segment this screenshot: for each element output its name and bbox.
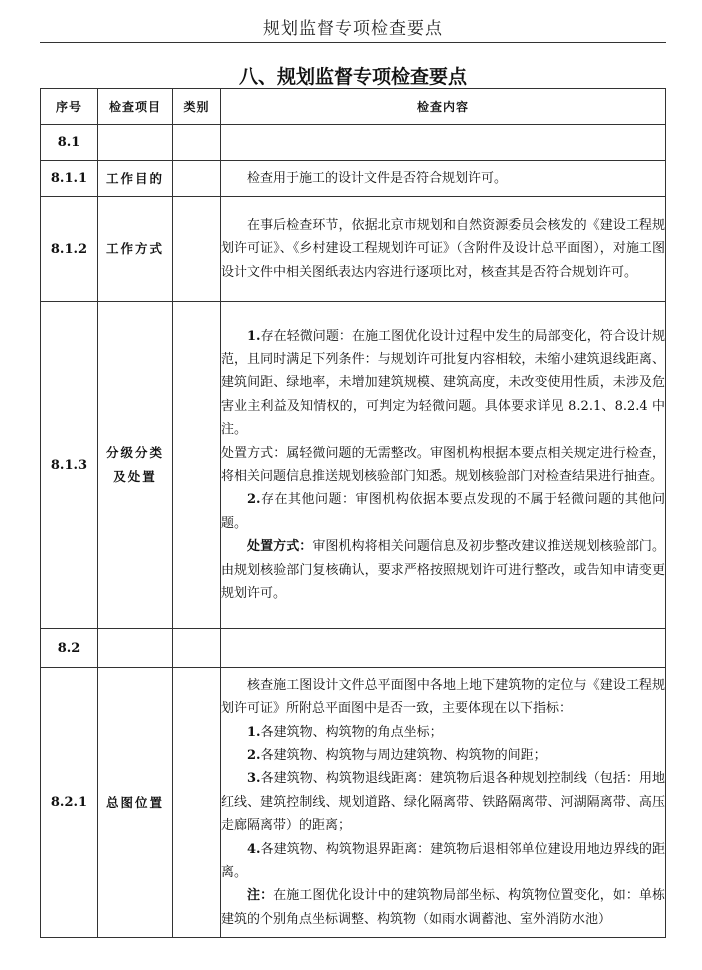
table-row: [41, 668, 666, 938]
table-header-row: [41, 89, 666, 125]
header-rule: [40, 42, 666, 43]
row-content: [221, 161, 666, 197]
column-header-content: 检查内容: [221, 89, 666, 125]
row-item: 总图位置: [98, 668, 173, 938]
content-paragraph: 核查施工图设计文件总平面图中各地上地下建筑物的定位与《建设工程规划许可证》所附总平面图中是否一致，主要体现在以下指标：: [221, 677, 665, 717]
document-title: 八、规划监督专项检查要点: [238, 66, 467, 88]
row-item-line: 及处置: [113, 469, 157, 484]
column-header-item: 检查项目: [98, 89, 173, 125]
running-header: 规划监督专项检查要点: [263, 19, 443, 39]
row-item: 工作方式: [98, 197, 173, 302]
list-text: 各建筑物、构筑物的角点坐标；: [260, 724, 443, 740]
list-text: 各建筑物、构筑物退界距离：建筑物后退相邻单位建设用地边界线的距离。: [221, 841, 665, 881]
row-seq: 8.1.2: [41, 197, 98, 302]
inspection-table: [40, 88, 666, 938]
list-number: 4.: [247, 841, 261, 857]
row-seq: 8.2.1: [41, 668, 98, 938]
table-row: [41, 302, 666, 629]
list-text: 各建筑物、构筑物退线距离：建筑物后退各种规划控制线（包括：用地红线、建筑控制线、规划道路、绿化隔离带、铁路隔离带、河湖隔离带、高压走廊隔离带）的距离；: [221, 771, 665, 834]
row-category: [173, 125, 221, 161]
row-item: [98, 302, 173, 629]
row-item: [98, 629, 173, 668]
list-number: 3.: [247, 771, 261, 787]
list-number: 2.: [247, 747, 261, 763]
row-item: 工作目的: [98, 161, 173, 197]
column-header-category: 类别: [173, 89, 221, 125]
row-seq: 8.1: [41, 125, 98, 161]
content-paragraph: [221, 535, 665, 605]
content-paragraph: 检查用于施工的设计文件是否符合规划许可。: [247, 170, 508, 186]
row-content: [221, 668, 666, 938]
list-number: 1.: [247, 328, 261, 344]
row-content: [221, 302, 666, 629]
list-number: 1.: [247, 724, 261, 740]
content-paragraph: 处置方式：属轻微问题的无需整改。审图机构根据本要点相关规定进行检查，将相关问题信息推送规划核验部门知悉。规划核验部门对检查结果进行抽查。: [221, 445, 665, 484]
content-paragraph: 在事后检查环节，依据北京市规划和自然资源委员会核发的《建设工程规划许可证》、《乡村建设工程规划许可证》（含附件及设计总平面图），对施工图设计文件中相关图纸表达内容进行逐项比对，核查其是否符合规划许可。: [221, 217, 665, 280]
note-lead: 注：: [247, 888, 274, 904]
content-paragraph: [221, 488, 665, 535]
row-seq: 8.1.1: [41, 161, 98, 197]
paragraph-text: 审图机构将相关问题信息及初步整改建议推送规划核验部门。由规划核验部门复核确认，要求严格按照规划许可进行整改，或告知申请变更规划许可。: [221, 539, 665, 602]
table-row: [41, 161, 666, 197]
row-content: [221, 629, 666, 668]
list-number: 2.: [247, 492, 261, 508]
list-item: [221, 838, 665, 885]
list-item: [221, 767, 665, 837]
row-content: [221, 197, 666, 302]
note-text: 在施工图优化设计中的建筑物局部坐标、构筑物位置变化，如：单栋建筑的个别角点坐标调整、构筑物（如雨水调蓄池、室外消防水池）: [221, 888, 665, 927]
column-header-seq: 序号: [41, 89, 98, 125]
paragraph-text: 存在轻微问题：在施工图优化设计过程中发生的局部变化，符合设计规范，且同时满足下列条件：与规划许可批复内容相较，未缩小建筑退线距离、建筑间距、绿地率，未增加建筑规模、建筑高度，未改变使用性质，未涉及危害业主利益及知情权的，可判定为轻微问题。具体要求详见 8.2.1、8.2.4 中注。: [221, 328, 665, 438]
list-item: [221, 744, 665, 767]
row-item-line: 分级分类: [105, 445, 164, 460]
bold-lead: 处置方式：: [247, 539, 313, 555]
row-category: [173, 197, 221, 302]
row-category: [173, 302, 221, 629]
note-paragraph: [221, 884, 665, 931]
row-seq: 8.2: [41, 629, 98, 668]
list-item: [221, 721, 665, 744]
content-paragraph: [221, 325, 665, 442]
row-seq: 8.1.3: [41, 302, 98, 629]
table-row: [41, 629, 666, 668]
row-content: [221, 125, 666, 161]
row-category: [173, 629, 221, 668]
list-text: 各建筑物、构筑物与周边建筑物、构筑物的间距；: [260, 747, 547, 763]
table-row: [41, 197, 666, 302]
row-item: [98, 125, 173, 161]
paragraph-text: 存在其他问题：审图机构依据本要点发现的不属于轻微问题的其他问题。: [221, 492, 665, 531]
row-category: [173, 668, 221, 938]
row-category: [173, 161, 221, 197]
table-row: [41, 125, 666, 161]
